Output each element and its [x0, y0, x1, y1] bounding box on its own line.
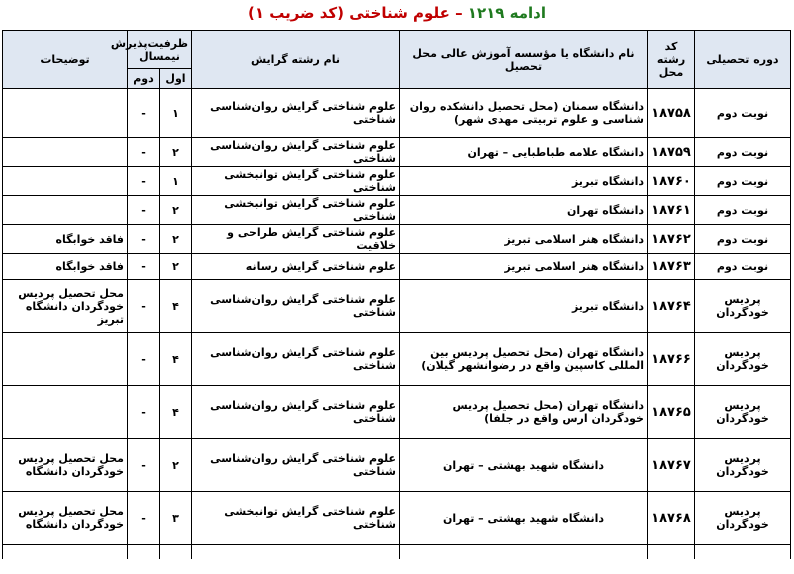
- cell-period: نوبت دوم: [695, 167, 791, 196]
- cell-period: پردیس خودگردان: [695, 386, 791, 439]
- cell-university: دانشگاه تهران (محل تحصیل پردیس خودگردان ارس واقع در جلفا): [400, 386, 648, 439]
- cell-field: علوم شناختی گرایش توانبخشی شناختی: [192, 196, 400, 225]
- cell-second: -: [128, 138, 160, 167]
- table-row: [3, 439, 791, 492]
- cell-notes: [3, 196, 128, 225]
- header-first-semester: اول: [160, 69, 192, 89]
- cell-code: ۱۸۷۶۱: [648, 196, 695, 225]
- table-row: [3, 196, 791, 225]
- cell-first: ۱: [160, 89, 192, 138]
- cell-code: ۱۸۷۵۹: [648, 138, 695, 167]
- cell-second: -: [128, 386, 160, 439]
- cell-university: دانشگاه تبریز: [400, 167, 648, 196]
- table-row: [3, 89, 791, 138]
- cell-second: -: [128, 89, 160, 138]
- cell-second: -: [128, 492, 160, 545]
- cell-notes: [3, 138, 128, 167]
- header-capacity: ظرفیت‌پذیرش نیمسال: [128, 31, 192, 69]
- cell-first: ۲: [160, 254, 192, 280]
- programs-table: [2, 30, 791, 559]
- table-row: [3, 333, 791, 386]
- cell-code: ۱۸۷۶۰: [648, 167, 695, 196]
- cell-university: دانشگاه هنر اسلامی تبریز: [400, 225, 648, 254]
- cell-period: نوبت دوم: [695, 138, 791, 167]
- cell-code: ۱۸۷۶۵: [648, 386, 695, 439]
- cell-code: ۱۸۷۶۸: [648, 492, 695, 545]
- cell-notes: فاقد خوابگاه: [3, 225, 128, 254]
- cell-period: پردیس خودگردان: [695, 280, 791, 333]
- cell-university: دانشگاه تبریز: [400, 280, 648, 333]
- cell-field: علوم شناختی گرایش روان‌شناسی شناختی: [192, 138, 400, 167]
- title-prefix: ادامه: [509, 4, 547, 22]
- cell-first: ۲: [160, 196, 192, 225]
- cell-period: نوبت دوم: [695, 89, 791, 138]
- cell-empty: [400, 545, 648, 560]
- cell-code: ۱۸۷۶۶: [648, 333, 695, 386]
- cell-notes: [3, 333, 128, 386]
- cell-code: ۱۸۷۶۷: [648, 439, 695, 492]
- cell-first: ۲: [160, 225, 192, 254]
- cell-period: نوبت دوم: [695, 196, 791, 225]
- cell-code: ۱۸۷۶۴: [648, 280, 695, 333]
- cell-notes: فاقد خوابگاه: [3, 254, 128, 280]
- cell-field: علوم شناختی گرایش روان‌شناسی شناختی: [192, 89, 400, 138]
- cell-first: ۴: [160, 333, 192, 386]
- cell-second: -: [128, 167, 160, 196]
- cell-code: ۱۸۷۶۲: [648, 225, 695, 254]
- page-title: [0, 0, 794, 28]
- cell-notes: محل تحصیل پردیس خودگردان دانشگاه: [3, 492, 128, 545]
- header-notes: توضیحات: [3, 31, 128, 89]
- cell-field: علوم شناختی گرایش روان‌شناسی شناختی: [192, 280, 400, 333]
- cell-period: پردیس خودگردان: [695, 333, 791, 386]
- cell-code: ۱۸۷۶۳: [648, 254, 695, 280]
- table-row-partial: [3, 545, 791, 560]
- cell-second: -: [128, 196, 160, 225]
- table-row: [3, 254, 791, 280]
- cell-field: علوم شناختی گرایش روان‌شناسی شناختی: [192, 439, 400, 492]
- cell-code: ۱۸۷۵۸: [648, 89, 695, 138]
- cell-first: ۱: [160, 167, 192, 196]
- cell-first: ۴: [160, 280, 192, 333]
- table-row: [3, 492, 791, 545]
- cell-notes: [3, 386, 128, 439]
- table-row: [3, 386, 791, 439]
- cell-notes: محل تحصیل پردیس خودگردان دانشگاه: [3, 439, 128, 492]
- cell-period: نوبت دوم: [695, 225, 791, 254]
- cell-empty: [192, 545, 400, 560]
- cell-period: پردیس خودگردان: [695, 439, 791, 492]
- cell-second: -: [128, 280, 160, 333]
- cell-notes: [3, 167, 128, 196]
- cell-university: دانشگاه تهران: [400, 196, 648, 225]
- header-code: کد رشته محل: [648, 31, 695, 89]
- table-row: [3, 138, 791, 167]
- cell-field: علوم شناختی گرایش توانبخشی شناختی: [192, 492, 400, 545]
- header-university: نام دانشگاه یا مؤسسه آموزش عالی محل تحصیل: [400, 31, 648, 89]
- cell-period: پردیس خودگردان: [695, 492, 791, 545]
- cell-university: دانشگاه علامه طباطبایی – تهران: [400, 138, 648, 167]
- cell-field: علوم شناختی گرایش طراحی و خلاقیت: [192, 225, 400, 254]
- header-field: نام رشته گرایش: [192, 31, 400, 89]
- cell-empty: [3, 545, 128, 560]
- cell-university: دانشگاه هنر اسلامی تبریز: [400, 254, 648, 280]
- table-row: [3, 280, 791, 333]
- cell-first: ۴: [160, 386, 192, 439]
- cell-field: علوم شناختی گرایش رسانه: [192, 254, 400, 280]
- cell-university: دانشگاه شهید بهشتی – تهران: [400, 439, 648, 492]
- title-text: علوم شناختی (کد ضریب ۱): [247, 4, 450, 22]
- cell-university: دانشگاه تهران (محل تحصیل پردیس بین المللی کاسپین واقع در رضوانشهر گیلان): [400, 333, 648, 386]
- table-row: [3, 225, 791, 254]
- cell-notes: محل تحصیل پردیس خودگردان دانشگاه تبریز: [3, 280, 128, 333]
- cell-second: -: [128, 254, 160, 280]
- cell-university: دانشگاه سمنان (محل تحصیل دانشکده روان شناسی و علوم تربیتی مهدی شهر): [400, 89, 648, 138]
- cell-field: علوم شناختی گرایش توانبخشی شناختی: [192, 167, 400, 196]
- cell-period: نوبت دوم: [695, 254, 791, 280]
- table-row: [3, 167, 791, 196]
- cell-second: -: [128, 439, 160, 492]
- cell-empty: [160, 545, 192, 560]
- title-dash: –: [455, 4, 463, 22]
- cell-empty: [128, 545, 160, 560]
- header-second-semester: دوم: [128, 69, 160, 89]
- cell-first: ۲: [160, 439, 192, 492]
- header-period: دوره تحصیلی: [695, 31, 791, 89]
- cell-empty: [648, 545, 695, 560]
- cell-first: ۳: [160, 492, 192, 545]
- title-code: ۱۲۱۹: [467, 4, 505, 22]
- cell-field: علوم شناختی گرایش روان‌شناسی شناختی: [192, 386, 400, 439]
- cell-field: علوم شناختی گرایش روان‌شناسی شناختی: [192, 333, 400, 386]
- cell-notes: [3, 89, 128, 138]
- cell-empty: [695, 545, 791, 560]
- cell-second: -: [128, 225, 160, 254]
- cell-university: دانشگاه شهید بهشتی – تهران: [400, 492, 648, 545]
- cell-first: ۲: [160, 138, 192, 167]
- cell-second: -: [128, 333, 160, 386]
